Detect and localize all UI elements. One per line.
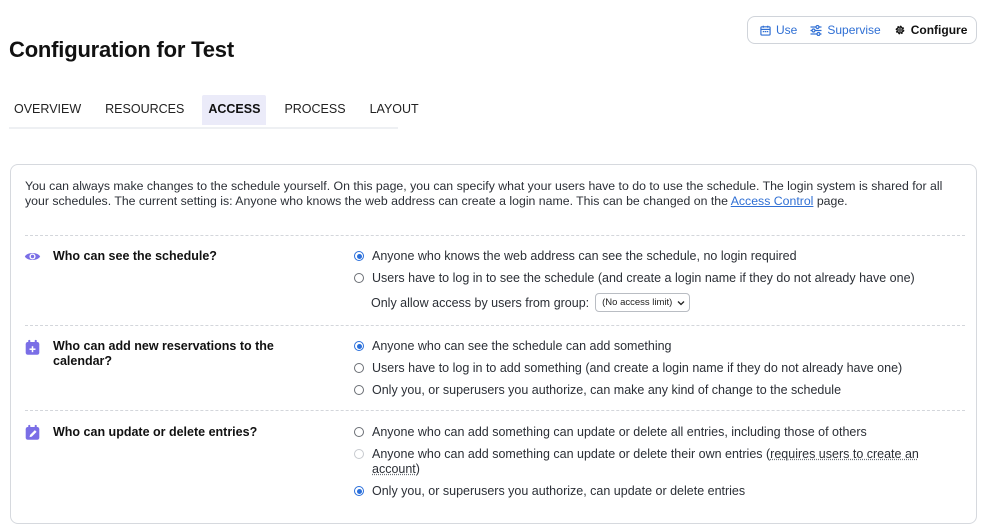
add-option-login[interactable] — [354, 361, 902, 376]
option-label-start: Anyone who can add something can update or delete their own entries ( — [372, 447, 771, 461]
radio-button[interactable] — [354, 273, 364, 283]
radio-button[interactable] — [354, 341, 364, 351]
see-schedule-question: Who can see the schedule? — [53, 249, 217, 263]
access-settings-card — [10, 164, 977, 524]
calendar-icon — [760, 25, 771, 36]
radio-button[interactable] — [354, 251, 364, 261]
divider — [25, 235, 965, 236]
use-mode-label: Use — [776, 23, 798, 37]
option-label: Users have to log in to add something (and create a login name if they do not already have one) — [372, 361, 903, 375]
radio-button[interactable] — [354, 486, 364, 496]
update-option-all[interactable] — [354, 425, 867, 440]
radio-button[interactable] — [354, 363, 364, 373]
option-label: Only you, or superusers you authorize, can update or delete entries — [372, 484, 746, 498]
calendar-edit-icon — [24, 424, 41, 441]
gear-icon — [894, 24, 906, 36]
radio-button[interactable] — [354, 385, 364, 395]
configure-mode-label: Configure — [910, 23, 968, 37]
radio-button[interactable] — [354, 427, 364, 437]
option-label: Anyone who can see the schedule can add something — [372, 339, 672, 353]
add-option-anyone[interactable] — [354, 339, 672, 354]
configure-mode-button[interactable] — [894, 23, 968, 37]
access-control-link[interactable]: Access Control — [730, 194, 814, 208]
add-option-owner-only[interactable] — [354, 383, 841, 398]
option-label: Only you, or superusers you authorize, can make any kind of change to the schedule — [372, 383, 842, 397]
requires-account-note: requires users to create an account — [372, 447, 919, 476]
page-title: Configuration for Test — [9, 37, 234, 62]
intro-text-before: You can always make changes to the schedule yourself. On this page, you can specify what your users have to do to use the schedule. The login system is shared for all your schedules. The current setting is: Anyone who knows the web address can create a login name. This can be changed on the — [25, 179, 943, 208]
radio-button[interactable] — [354, 449, 364, 459]
tab-layout[interactable]: LAYOUT — [369, 102, 419, 116]
add-reservations-question: Who can add new reservations to the calendar? — [53, 339, 274, 368]
mode-switch — [747, 16, 977, 44]
group-filter-label: Only allow access by users from group: — [371, 295, 590, 310]
update-option-owner-only[interactable] — [354, 484, 745, 499]
option-label: Users have to log in to see the schedule (and create a login name if they do not already have one) — [372, 271, 915, 285]
supervise-mode-button[interactable] — [810, 23, 880, 37]
sliders-icon — [810, 25, 822, 36]
intro-text — [25, 179, 965, 209]
option-label: Anyone who knows the web address can see the schedule, no login required — [372, 249, 797, 263]
group-select-value: (No access limit) — [602, 297, 673, 308]
tab-resources[interactable]: RESOURCES — [105, 102, 185, 116]
option-label — [372, 447, 952, 477]
divider — [25, 325, 965, 326]
eye-icon — [24, 248, 41, 265]
calendar-plus-icon — [24, 339, 41, 356]
tab-process[interactable]: PROCESS — [284, 102, 346, 116]
update-option-own[interactable] — [354, 447, 952, 477]
divider — [25, 410, 965, 411]
option-label-end: ) — [415, 462, 420, 476]
tab-access[interactable]: ACCESS — [202, 95, 266, 125]
see-option-login[interactable] — [354, 271, 915, 286]
group-filter-row — [371, 293, 690, 312]
chevron-down-icon — [677, 300, 685, 306]
see-option-anyone[interactable] — [354, 249, 797, 264]
group-select[interactable] — [595, 293, 690, 312]
tab-overview[interactable]: OVERVIEW — [14, 102, 82, 116]
supervise-mode-label: Supervise — [827, 23, 881, 37]
update-delete-question: Who can update or delete entries? — [53, 425, 258, 439]
intro-text-after: page. — [816, 194, 848, 208]
option-label: Anyone who can add something can update or delete all entries, including those of others — [372, 425, 867, 439]
config-tabs — [9, 95, 419, 129]
use-mode-button[interactable] — [760, 23, 797, 37]
